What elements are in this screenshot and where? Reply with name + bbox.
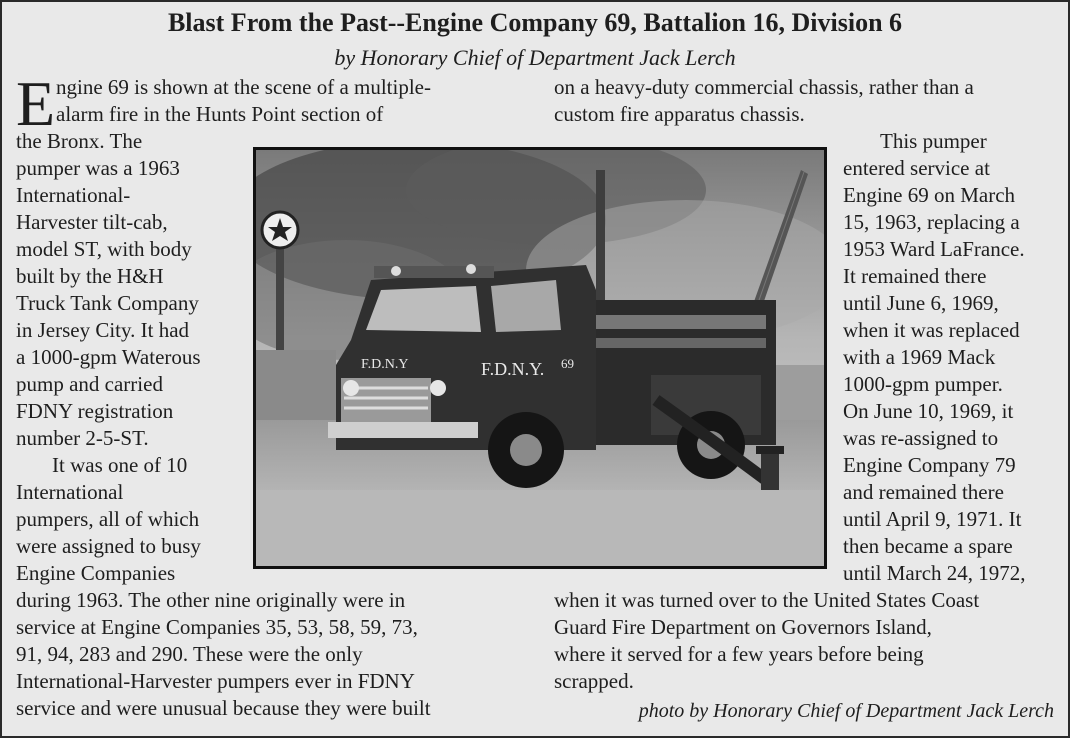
text-line: 1000-gpm pumper.	[843, 372, 1003, 396]
text-line: in Jersey City. It had	[16, 318, 190, 342]
text-line: was re-assigned to	[843, 426, 999, 450]
text-line: built by the H&H	[16, 264, 164, 288]
text-line: with a 1969 Mack	[843, 345, 996, 369]
unit-number: 69	[561, 356, 574, 371]
text-line: Engine Companies	[16, 561, 176, 585]
drop-cap: E	[16, 68, 56, 139]
text-line: until March 24, 1972,	[843, 561, 1026, 585]
text-line: until April 9, 1971. It	[843, 507, 1022, 531]
text-line: then became a spare	[843, 534, 1013, 558]
text-line: and remained there	[843, 480, 1004, 504]
text-line: where it served for a few years before being	[554, 642, 924, 666]
text-line: on a heavy-duty commercial chassis, rather than a	[554, 75, 974, 99]
door-lettering: F.D.N.Y.	[481, 359, 545, 379]
photo-credit: photo by Honorary Chief of Department Jack Lerch	[638, 700, 1054, 722]
text-line: pumper was a 1963	[16, 156, 180, 180]
text-line: Engine 69 on March	[843, 183, 1016, 207]
text-line: It remained there	[843, 264, 987, 288]
text-line: pumpers, all of which	[16, 507, 200, 531]
text-line: alarm fire in the Hunts Point section of	[56, 102, 384, 126]
text-line: a 1000-gpm Waterous	[16, 345, 201, 369]
text-line: ngine 69 is shown at the scene of a multiple-	[56, 75, 431, 99]
fire-engine-photo	[253, 147, 827, 569]
text-line: Truck Tank Company	[16, 291, 199, 315]
text-line: model ST, with body	[16, 237, 192, 261]
text-line: when it was turned over to the United States Coast	[554, 588, 980, 612]
article-byline: by Honorary Chief of Department Jack Lerch	[334, 45, 736, 70]
text-line: during 1963. The other nine originally were in	[16, 588, 406, 612]
text-line: service at Engine Companies 35, 53, 58, 59, 73,	[16, 615, 418, 639]
text-line: custom fire apparatus chassis.	[554, 102, 805, 126]
text-line: FDNY registration	[16, 399, 174, 423]
text-line: 91, 94, 283 and 290. These were the only	[16, 642, 363, 666]
text-line: This pumper	[880, 129, 987, 153]
text-line: 1953 Ward LaFrance.	[843, 237, 1025, 261]
text-line: when it was replaced	[843, 318, 1020, 342]
text-line: were assigned to busy	[16, 534, 201, 558]
text-line: International-Harvester pumpers ever in FDNY	[16, 669, 415, 693]
text-line: 15, 1963, replacing a	[843, 210, 1020, 234]
text-line: International	[16, 480, 124, 504]
text-line: scrapped.	[554, 669, 634, 693]
text-line: Guard Fire Department on Governors Island,	[554, 615, 932, 639]
article-title: Blast From the Past--Engine Company 69, Battalion 16, Division 6	[167, 8, 903, 37]
text-line: Harvester tilt-cab,	[16, 210, 168, 234]
text-line: service and were unusual because they were built	[16, 696, 431, 720]
cab-lettering: F.D.N.Y	[361, 357, 409, 372]
text-line: It was one of 10	[52, 453, 188, 477]
text-line: pump and carried	[16, 372, 163, 396]
text-line: On June 10, 1969, it	[843, 399, 1014, 423]
fire-engine-illustration	[256, 150, 824, 566]
text-line: number 2-5-ST.	[16, 426, 149, 450]
text-line: entered service at	[843, 156, 990, 180]
text-line: the Bronx. The	[16, 129, 143, 153]
text-line: International-	[16, 183, 131, 207]
text-line: until June 6, 1969,	[843, 291, 999, 315]
text-line: Engine Company 79	[843, 453, 1016, 477]
